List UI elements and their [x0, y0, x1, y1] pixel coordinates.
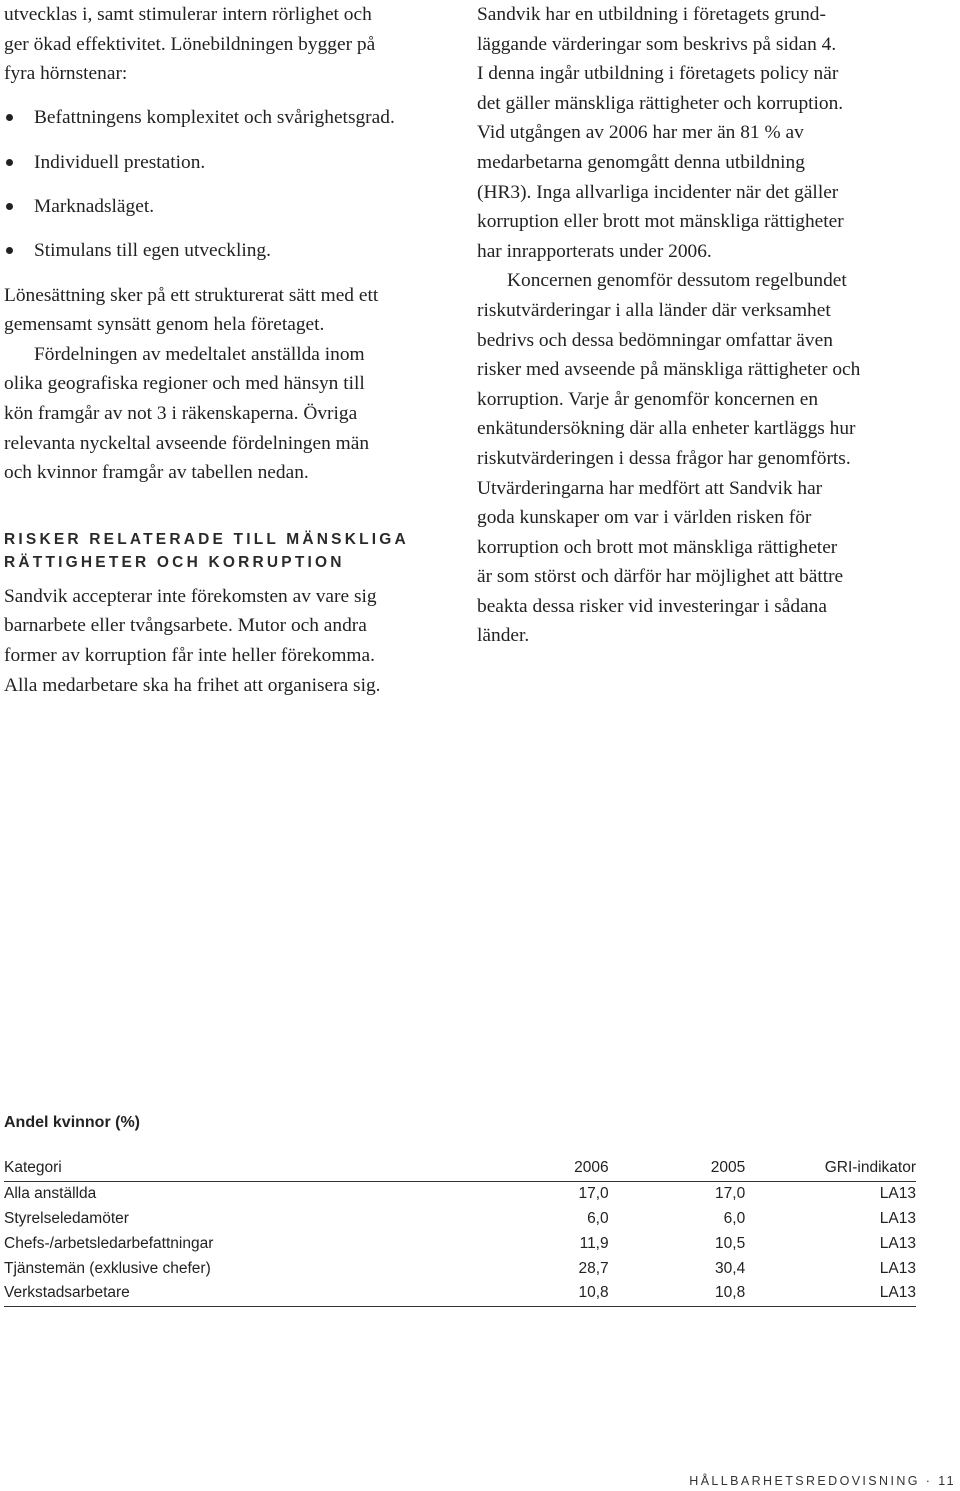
table-header-row [4, 1156, 916, 1181]
list-item [4, 192, 454, 222]
cell-gri: LA13 [879, 1284, 916, 1302]
list-item-text: Marknadsläget. [34, 196, 155, 218]
text-line: Lönesättning sker på ett strukturerat sätt med ett [4, 284, 379, 306]
text-line: läggande värderingar som beskrivs på sidan 4. [477, 33, 837, 55]
text-line: olika geografiska regioner och med hänsyn till [4, 373, 365, 395]
list-item [4, 148, 454, 178]
heading-line: RISKER RELATERADE TILL MÄNSKLIGA [4, 530, 409, 548]
training-paragraph [477, 0, 947, 266]
text-line: det gäller mänskliga rättigheter och korruption. [477, 92, 844, 114]
text-line: bedrivs och dessa bedömningar omfattar även [477, 329, 833, 351]
cell-2006: 17,0 [578, 1185, 609, 1203]
text-line: har inrapporterats under 2006. [477, 240, 712, 262]
text-line: relevanta nyckeltal avseende fördelningen män [4, 432, 370, 454]
column-header-2006: 2006 [574, 1159, 609, 1177]
cell-gri: LA13 [879, 1234, 916, 1252]
text-line: är som störst och därför har möjlighet att bättre [477, 566, 844, 588]
list-item [4, 103, 454, 133]
list-item [4, 236, 454, 266]
footer-separator: · [925, 1474, 933, 1488]
cell-2006: 6,0 [587, 1209, 609, 1227]
women-share-table [4, 1156, 916, 1307]
cell-gri: LA13 [879, 1259, 916, 1277]
text-line: utvecklas i, samt stimulerar intern rörlighet och [4, 4, 372, 25]
text-line: enkätundersökning där alla enheter kartläggs hur [477, 418, 856, 440]
risks-paragraph [4, 582, 454, 700]
right-column [477, 0, 947, 651]
table-row [4, 1181, 916, 1206]
cornerstones-list [4, 103, 454, 265]
table-title: Andel kvinnor (%) [4, 1114, 141, 1131]
cell-2005: 10,8 [715, 1284, 746, 1302]
text-line: (HR3). Inga allvarliga incidenter när det gäller [477, 181, 839, 203]
text-line: goda kunskaper om var i världen risken för [477, 507, 812, 529]
list-item-text: Stimulans till egen utveckling. [34, 240, 271, 262]
cell-gri: LA13 [879, 1209, 916, 1227]
text-line: barnarbete eller tvångsarbete. Mutor och andra [4, 615, 367, 637]
text-line: Utvärderingarna har medfört att Sandvik har [477, 477, 823, 499]
bullet-icon [6, 114, 13, 121]
text-line: risker med avseende på mänskliga rättigheter och [477, 359, 861, 381]
text-line: gemensamt synsätt genom hela företaget. [4, 314, 325, 336]
text-line: kön framgår av not 3 i räkenskaperna. Övriga [4, 402, 358, 424]
column-header-2005: 2005 [710, 1159, 746, 1177]
text-line: länder. [477, 625, 530, 647]
risk-assessment-paragraph [477, 266, 947, 651]
text-line: Sandvik accepterar inte förekomsten av vare sig [4, 585, 377, 607]
cell-2005: 6,0 [723, 1209, 746, 1227]
column-header-category: Kategori [4, 1159, 62, 1177]
text-line: korruption och brott mot mänskliga rättigheter [477, 536, 838, 558]
footer-label: HÅLLBARHETSREDOVISNING [689, 1474, 920, 1488]
text-line: Vid utgången av 2006 har mer än 81 % av [477, 122, 804, 144]
table-row [4, 1281, 916, 1306]
cell-category: Alla anställda [4, 1185, 97, 1203]
cell-2006: 28,7 [578, 1259, 609, 1277]
text-line: korruption eller brott mot mänskliga rättigheter [477, 211, 844, 233]
salary-paragraph [4, 281, 454, 340]
text-line: och kvinnor framgår av tabellen nedan. [4, 462, 309, 484]
text-line: riskutvärderingen i dessa frågor har genomförts. [477, 447, 851, 469]
text-line: I denna ingår utbildning i företagets policy när [477, 63, 839, 85]
text-line: medarbetarna genomgått denna utbildning [477, 151, 805, 173]
cell-2005: 10,5 [715, 1234, 746, 1252]
heading-line: RÄTTIGHETER OCH KORRUPTION [4, 553, 345, 571]
text-line: former av korruption får inte heller förekomma. [4, 644, 375, 666]
text-line: beakta dessa risker vid investeringar i sådana [477, 595, 827, 617]
intro-paragraph [4, 0, 454, 89]
left-column [4, 0, 454, 700]
page-footer [689, 1474, 956, 1488]
cell-category: Verkstadsarbetare [4, 1284, 130, 1302]
cell-2005: 30,4 [715, 1259, 746, 1277]
cell-category: Chefs-/arbetsledarbefattningar [4, 1234, 214, 1252]
distribution-paragraph [4, 340, 454, 488]
women-share-table-section [4, 1112, 916, 1307]
cell-2005: 17,0 [715, 1185, 746, 1203]
text-line: Fördelningen av medeltalet anställda inom [34, 343, 365, 365]
bullet-icon [6, 159, 13, 166]
text-line: fyra hörnstenar: [4, 63, 128, 85]
cell-2006: 10,8 [578, 1284, 609, 1302]
cell-gri: LA13 [879, 1185, 916, 1203]
table-row [4, 1231, 916, 1256]
bullet-icon [6, 203, 13, 210]
list-item-text: Individuell prestation. [34, 151, 206, 173]
cell-category: Styrelseledamöter [4, 1209, 129, 1227]
section-heading [4, 528, 454, 574]
table-row [4, 1256, 916, 1281]
text-line: riskutvärderingar i alla länder där verksamhet [477, 299, 831, 321]
text-line: Sandvik har en utbildning i företagets grund- [477, 4, 826, 25]
cell-2006: 11,9 [579, 1234, 609, 1252]
list-item-text: Befattningens komplexitet och svårighetsgrad. [34, 107, 395, 129]
cell-category: Tjänstemän (exklusive chefer) [4, 1259, 211, 1277]
bullet-icon [6, 247, 13, 254]
text-line: korruption. Varje år genomför koncernen en [477, 388, 819, 410]
column-header-gri: GRI-indikator [824, 1159, 916, 1177]
text-line: Alla medarbetare ska ha frihet att organisera sig. [4, 674, 381, 696]
table-row [4, 1207, 916, 1232]
page-number: 11 [938, 1474, 956, 1488]
text-line: Koncernen genomför dessutom regelbundet [507, 270, 847, 292]
text-line: ger ökad effektivitet. Lönebildningen bygger på [4, 33, 376, 55]
